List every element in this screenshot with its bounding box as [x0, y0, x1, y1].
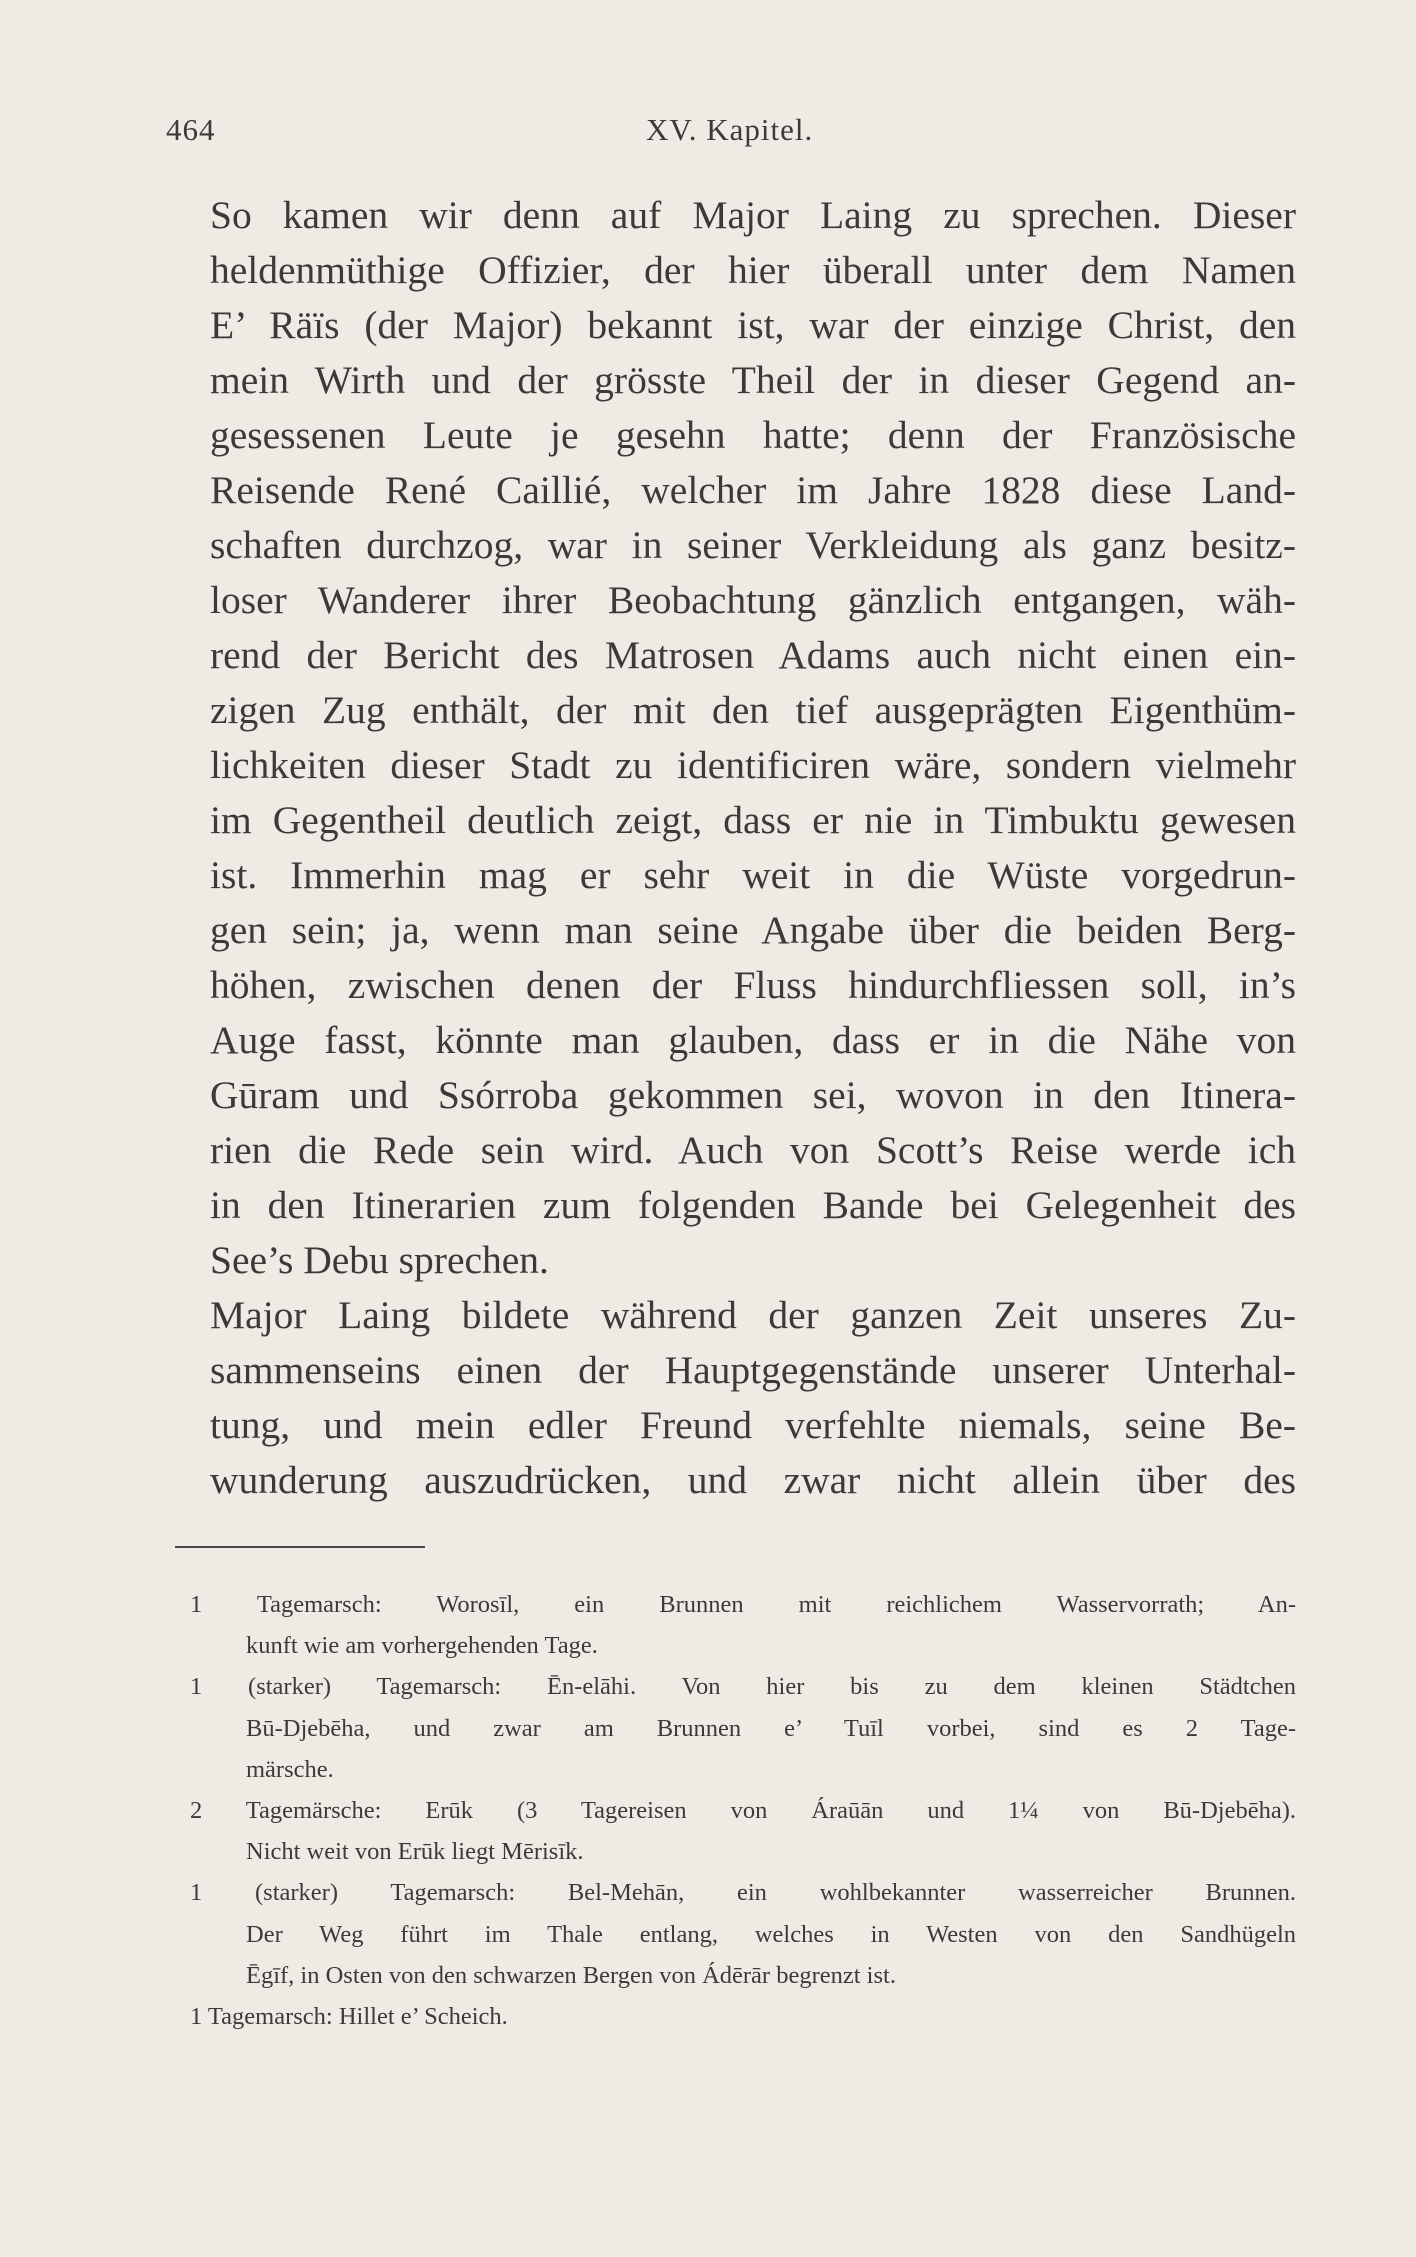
body-line: Auge fasst, könnte man glauben, dass er in die Nähe von	[210, 1018, 1296, 1062]
body-line: ist. Immerhin mag er sehr weit in die Wüste vorgedrun-	[210, 853, 1296, 897]
footnote-line: 1 Tagemarsch: Worosīl, ein Brunnen mit reichlichem Wasservorrath; An-	[190, 1591, 1296, 1618]
body-line: loser Wanderer ihrer Beobachtung gänzlich entgangen, wäh-	[210, 578, 1296, 622]
footnote-line: Nicht weit von Erūk liegt Mērisīk.	[246, 1838, 584, 1866]
body-line: höhen, zwischen denen der Fluss hindurchfliessen soll, in’s	[210, 963, 1296, 1007]
body-line: heldenmüthige Offizier, der hier überall unter dem Namen	[210, 248, 1296, 292]
body-line: wunderung auszudrücken, und zwar nicht allein über des	[210, 1458, 1296, 1502]
body-line: Gūram und Ssórroba gekommen sei, wovon in den Itinera-	[210, 1073, 1296, 1117]
footnote-line: 2 Tagemärsche: Erūk (3 Tagereisen von Áraūān und 1¼ von Bū-Djebēha).	[190, 1796, 1296, 1824]
page-number: 464	[166, 112, 216, 147]
running-head	[166, 112, 1294, 162]
footnote-line: Der Weg führt im Thale entlang, welches in Westen von den Sandhügeln	[246, 1920, 1296, 1948]
body-line: Reisende René Caillié, welcher im Jahre 1828 diese Land-	[210, 468, 1296, 512]
body-line: Major Laing bildete während der ganzen Zeit unseres Zu-	[210, 1293, 1296, 1337]
footnote-divider	[175, 1546, 425, 1548]
body-line: E’ Räïs (der Major) bekannt ist, war der einzige Christ, den	[210, 303, 1296, 347]
body-line: sammenseins einen der Hauptgegenstände unserer Unterhal-	[210, 1348, 1296, 1392]
footnote-line: Ēgīf, in Osten von den schwarzen Bergen von Ádērār begrenzt ist.	[246, 1961, 896, 1989]
footnote-line: 1 Tagemarsch: Hillet e’ Scheich.	[190, 2002, 508, 2030]
body-line: See’s Debu sprechen.	[210, 1238, 549, 1282]
footnote-line: märsche.	[246, 1755, 334, 1783]
body-text	[210, 188, 1296, 1508]
body-line: mein Wirth und der grösste Theil der in dieser Gegend an-	[210, 358, 1296, 402]
body-line: zigen Zug enthält, der mit den tief ausgeprägten Eigenthüm-	[210, 688, 1296, 732]
body-line: schaften durchzog, war in seiner Verkleidung als ganz besitz-	[210, 523, 1296, 567]
body-line: gesessenen Leute je gesehn hatte; denn der Französische	[210, 413, 1296, 457]
body-line: So kamen wir denn auf Major Laing zu sprechen. Dieser	[210, 193, 1296, 237]
body-line: im Gegentheil deutlich zeigt, dass er nie in Timbuktu gewesen	[210, 798, 1296, 842]
body-line: tung, und mein edler Freund verfehlte niemals, seine Be-	[210, 1403, 1296, 1447]
body-line: gen sein; ja, wenn man seine Angabe über die beiden Berg-	[210, 908, 1296, 952]
footnote-line: 1 (starker) Tagemarsch: Bel-Mehān, ein wohlbekannter wasserreicher Brunnen.	[190, 1879, 1296, 1907]
footnote-line: 1 (starker) Tagemarsch: Ēn-elāhi. Von hier bis zu dem kleinen Städtchen	[190, 1673, 1296, 1701]
body-line: in den Itinerarien zum folgenden Bande bei Gelegenheit des	[210, 1183, 1296, 1227]
footnote-line: kunft wie am vorhergehenden Tage.	[246, 1632, 598, 1660]
footnotes	[190, 1584, 1296, 2037]
body-line: lichkeiten dieser Stadt zu identificiren wäre, sondern vielmehr	[210, 743, 1296, 787]
body-line: rend der Bericht des Matrosen Adams auch nicht einen ein-	[210, 633, 1296, 677]
footnote-line: Bū-Djebēha, und zwar am Brunnen e’ Tuīl vorbei, sind es 2 Tage-	[246, 1714, 1296, 1742]
body-line: rien die Rede sein wird. Auch von Scott’s Reise werde ich	[210, 1128, 1296, 1172]
chapter-title: XV. Kapitel.	[646, 112, 814, 147]
